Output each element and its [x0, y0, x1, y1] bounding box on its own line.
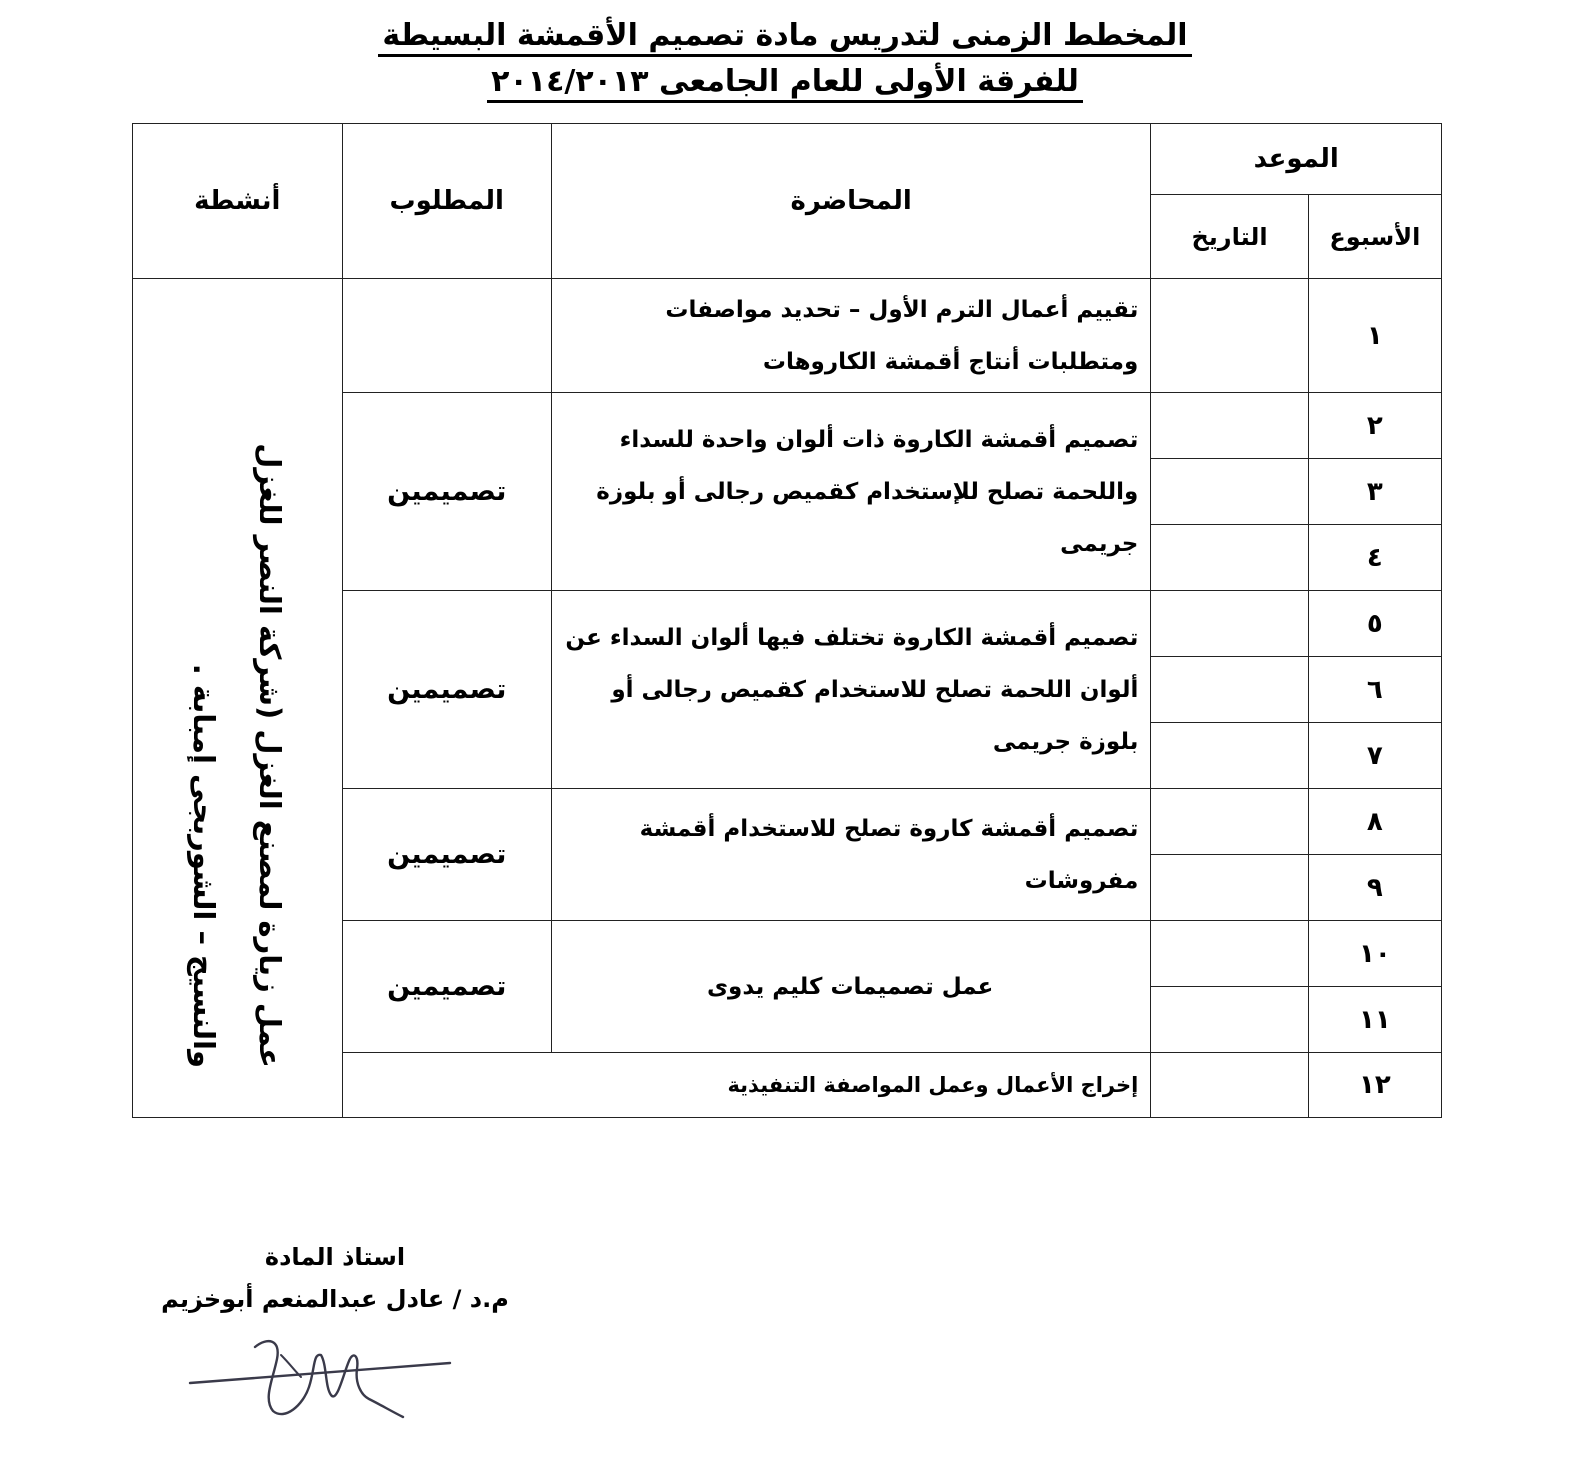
header-required: المطلوب: [342, 124, 551, 279]
required-cell: تصميمين: [342, 591, 551, 789]
week-number: ١: [1308, 279, 1441, 393]
handwritten-signature-icon: [185, 1325, 475, 1425]
schedule-table: [132, 123, 1442, 1118]
week-number: ٤: [1308, 525, 1441, 591]
date-cell: [1151, 921, 1308, 987]
date-cell: [1151, 723, 1308, 789]
table-row: [133, 279, 1442, 393]
signature-title: استاذ المادة: [264, 1243, 406, 1271]
date-cell: [1151, 279, 1308, 393]
date-cell: [1151, 657, 1308, 723]
lecture-cell: تصميم أقمشة الكاروة ذات ألوان واحدة للسداء واللحمة تصلح للإستخدام كقميص رجالى أو بلوزة جريمى: [551, 393, 1150, 591]
header-activities: أنشطة: [133, 124, 343, 279]
document-title-line2: للفرقة الأولى للعام الجامعى ٢٠١٤/٢٠١٣: [230, 62, 1340, 102]
week-number: ٦: [1308, 657, 1441, 723]
activity-text: عمل زيارة لمصنع الغزل (شركة النصر للغزل والنسيج – الشوربجى إمبابة .: [187, 443, 288, 1068]
week-number: ٥: [1308, 591, 1441, 657]
header-lecture: المحاضرة: [551, 124, 1150, 279]
week-number: ٢: [1308, 393, 1441, 459]
date-cell: [1151, 855, 1308, 921]
week-number: ٩: [1308, 855, 1441, 921]
date-cell: [1151, 525, 1308, 591]
required-cell: [342, 279, 551, 393]
header-appointment: الموعد: [1151, 124, 1442, 195]
required-cell: تصميمين: [342, 921, 551, 1053]
signature-name: م.د / عادل عبدالمنعم أبوخزيم: [161, 1285, 509, 1313]
document-title-line1: المخطط الزمنى لتدريس مادة تصميم الأقمشة البسيطة: [230, 16, 1340, 56]
header-week: الأسبوع: [1308, 195, 1441, 279]
date-cell: [1151, 591, 1308, 657]
lecture-cell: عمل تصميمات كليم يدوى: [551, 921, 1150, 1053]
date-cell: [1151, 393, 1308, 459]
week-number: ٨: [1308, 789, 1441, 855]
week-number: ٣: [1308, 459, 1441, 525]
date-cell: [1151, 987, 1308, 1053]
lecture-cell: تقييم أعمال الترم الأول – تحديد مواصفات ومتطلبات أنتاج أقمشة الكاروهات: [551, 279, 1150, 393]
date-cell: [1151, 459, 1308, 525]
required-cell: تصميمين: [342, 393, 551, 591]
lecture-cell: إخراج الأعمال وعمل المواصفة التنفيذية: [342, 1053, 1151, 1118]
week-number: ٧: [1308, 723, 1441, 789]
header-date: التاريخ: [1151, 195, 1308, 279]
required-cell: تصميمين: [342, 789, 551, 921]
header-row-1: [133, 124, 1442, 195]
week-number: ١٢: [1308, 1053, 1441, 1118]
activities-cell: [133, 279, 343, 1118]
week-number: ١٠: [1308, 921, 1441, 987]
lecture-cell: تصميم أقمشة كاروة تصلح للاستخدام أقمشة مفروشات: [551, 789, 1150, 921]
week-number: ١١: [1308, 987, 1441, 1053]
date-cell: [1151, 789, 1308, 855]
date-cell: [1151, 1053, 1308, 1118]
lecture-cell: تصميم أقمشة الكاروة تختلف فيها ألوان السداء عن ألوان اللحمة تصلح للاستخدام كقميص رجالى أو بلوزة جريمى: [551, 591, 1150, 789]
